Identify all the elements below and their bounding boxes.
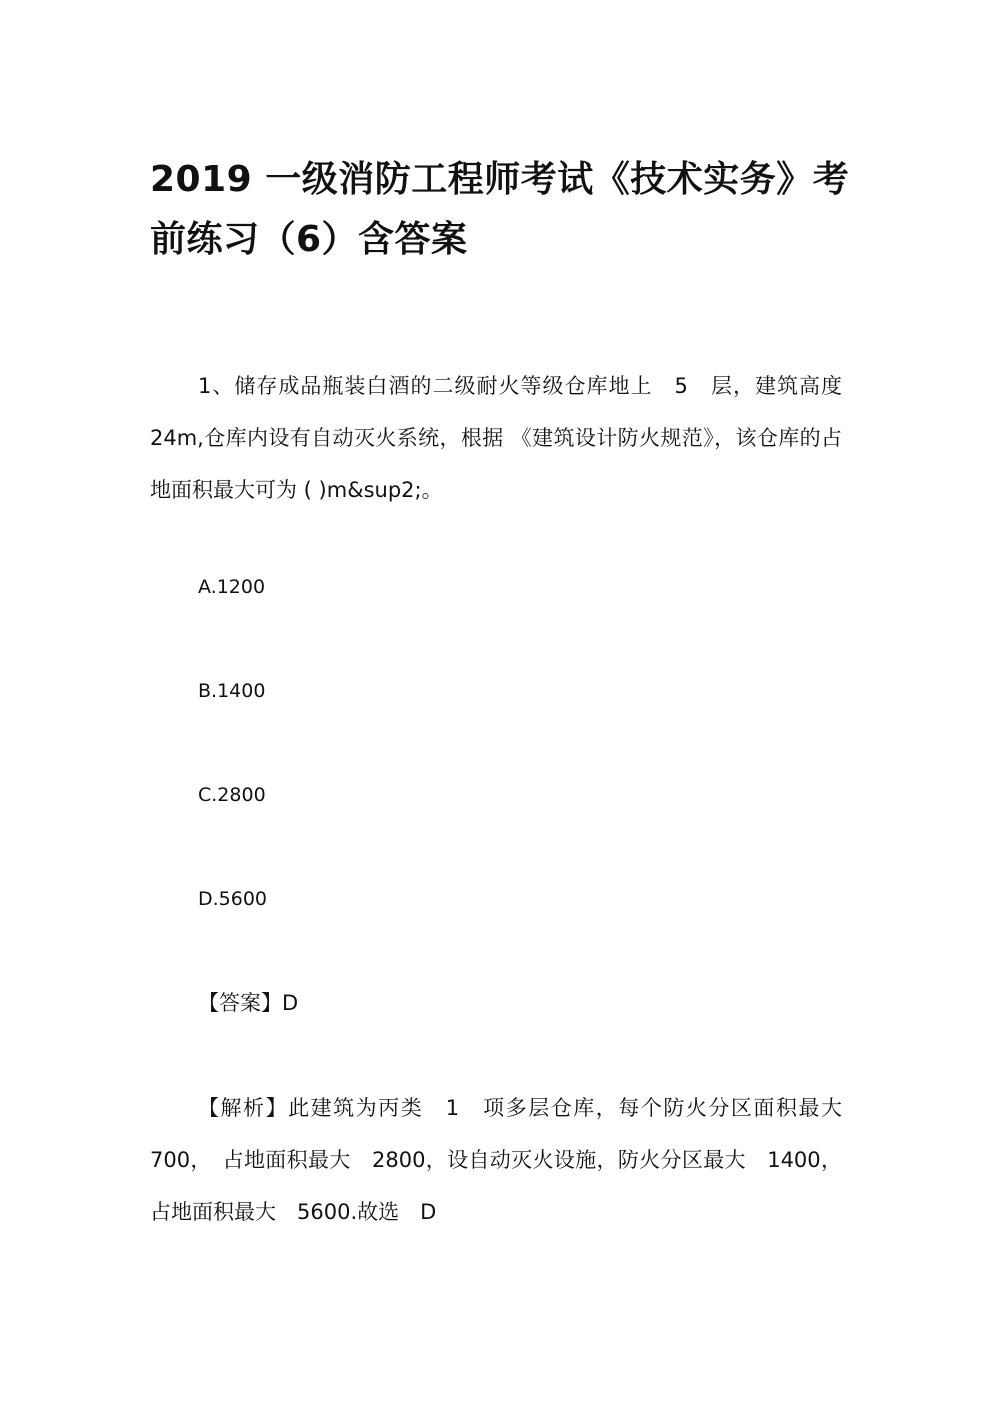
option-c: C.2800: [198, 784, 266, 806]
question-text: 1、储存成品瓶装白酒的二级耐火等级仓库地上 5 层，建筑高度 24m,仓库内设有自动灭火系统，根据 《建筑设计防火规范》，该仓库的占地面积最大可为 ( )m&sup2;。: [150, 374, 863, 502]
option-d: D.5600: [198, 888, 268, 910]
analysis-text: 【解析】此建筑为丙类 1 项多层仓库，每个防火分区面积最大 700， 占地面积最大 2800，设自动灭火设施，防火分区最大 1400，占地面积最大 5600.故选 D: [150, 1096, 863, 1224]
option-b: B.1400: [198, 680, 266, 702]
answer-text: 【答案】D: [198, 991, 299, 1015]
page-title: 2019 一级消防工程师考试《技术实务》考前练习（6）含答案: [150, 159, 850, 260]
option-a: A.1200: [198, 576, 266, 598]
